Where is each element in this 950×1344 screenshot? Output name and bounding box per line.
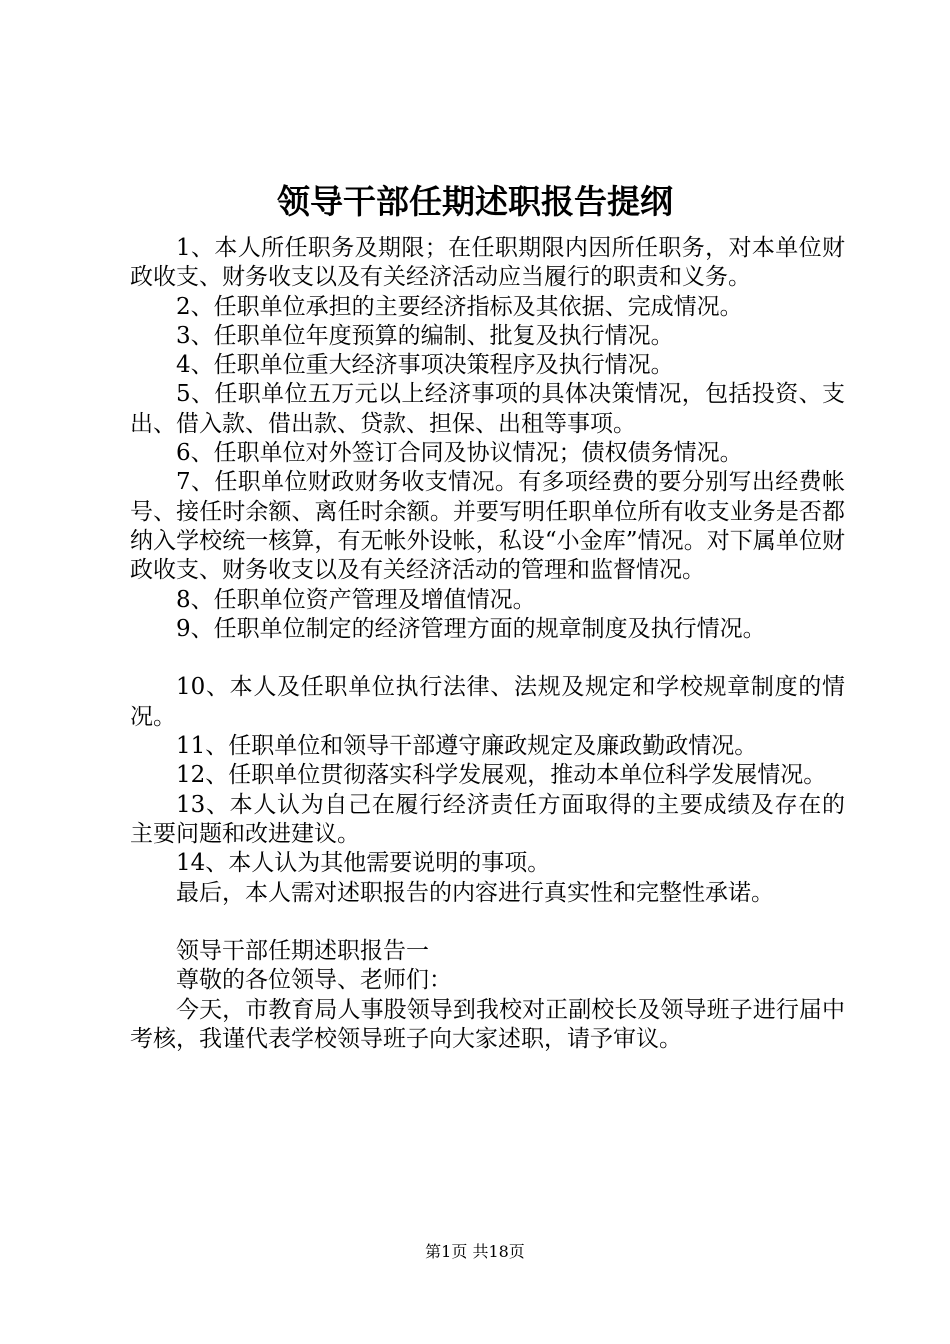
document-body xyxy=(130,234,845,1054)
paragraph-7: 7、任职单位财政财务收支情况。有多项经费的要分别写出经费帐号、接任时余额、离任时余额。并要写明任职单位所有收支业务是否都纳入学校统一核算，有无帐外设帐，私设“小金库”情况。对下属单位财政收支、财务收支以及有关经济活动的管理和监督情况。 xyxy=(130,469,845,584)
paragraph-10: 10、本人及任职单位执行法律、法规及规定和学校规章制度的情况。 xyxy=(130,674,845,730)
paragraph-4: 4、任职单位重大经济事项决策程序及执行情况。 xyxy=(176,352,674,379)
paragraph-12: 12、任职单位贯彻落实科学发展观，推动本单位科学发展情况。 xyxy=(176,762,827,789)
paragraph-14: 14、本人认为其他需要说明的事项。 xyxy=(176,850,551,877)
paragraph-8: 8、任职单位资产管理及增值情况。 xyxy=(176,586,536,613)
paragraph-1: 1、本人所任职务及期限；在任职期限内因所任职务，对本单位财政收支、财务收支以及有关经济活动应当履行的职责和义务。 xyxy=(130,235,845,291)
paragraph-3: 3、任职单位年度预算的编制、批复及执行情况。 xyxy=(176,322,674,349)
paragraph-opening: 今天，市教育局人事股领导到我校对正副校长及领导班子进行届中考核，我谨代表学校领导班子向大家述职，请予审议。 xyxy=(130,996,845,1053)
paragraph-gap xyxy=(130,908,845,937)
report-subtitle: 领导干部任期述职报告一 xyxy=(176,938,429,965)
paragraph-2: 2、任职单位承担的主要经济指标及其依据、完成情况。 xyxy=(176,293,743,320)
document-title: 领导干部任期述职报告提纲 xyxy=(277,182,673,221)
page-footer: 第1页 共18页 xyxy=(425,1242,525,1261)
salutation: 尊敬的各位领导、老师们： xyxy=(176,967,452,994)
paragraph-11: 11、任职单位和领导干部遵守廉政规定及廉政勤政情况。 xyxy=(176,733,758,760)
paragraph-gap xyxy=(130,644,845,673)
paragraph-13: 13、本人认为自己在履行经济责任方面取得的主要成绩及存在的主要问题和改进建议。 xyxy=(130,791,845,847)
paragraph-5: 5、任职单位五万元以上经济事项的具体决策情况，包括投资、支出、借入款、借出款、贷款、担保、出租等事项。 xyxy=(130,381,845,437)
paragraph-6: 6、任职单位对外签订合同及协议情况；债权债务情况。 xyxy=(176,440,743,467)
paragraph-commitment: 最后，本人需对述职报告的内容进行真实性和完整性承诺。 xyxy=(176,879,774,906)
paragraph-9: 9、任职单位制定的经济管理方面的规章制度及执行情况。 xyxy=(176,615,766,642)
